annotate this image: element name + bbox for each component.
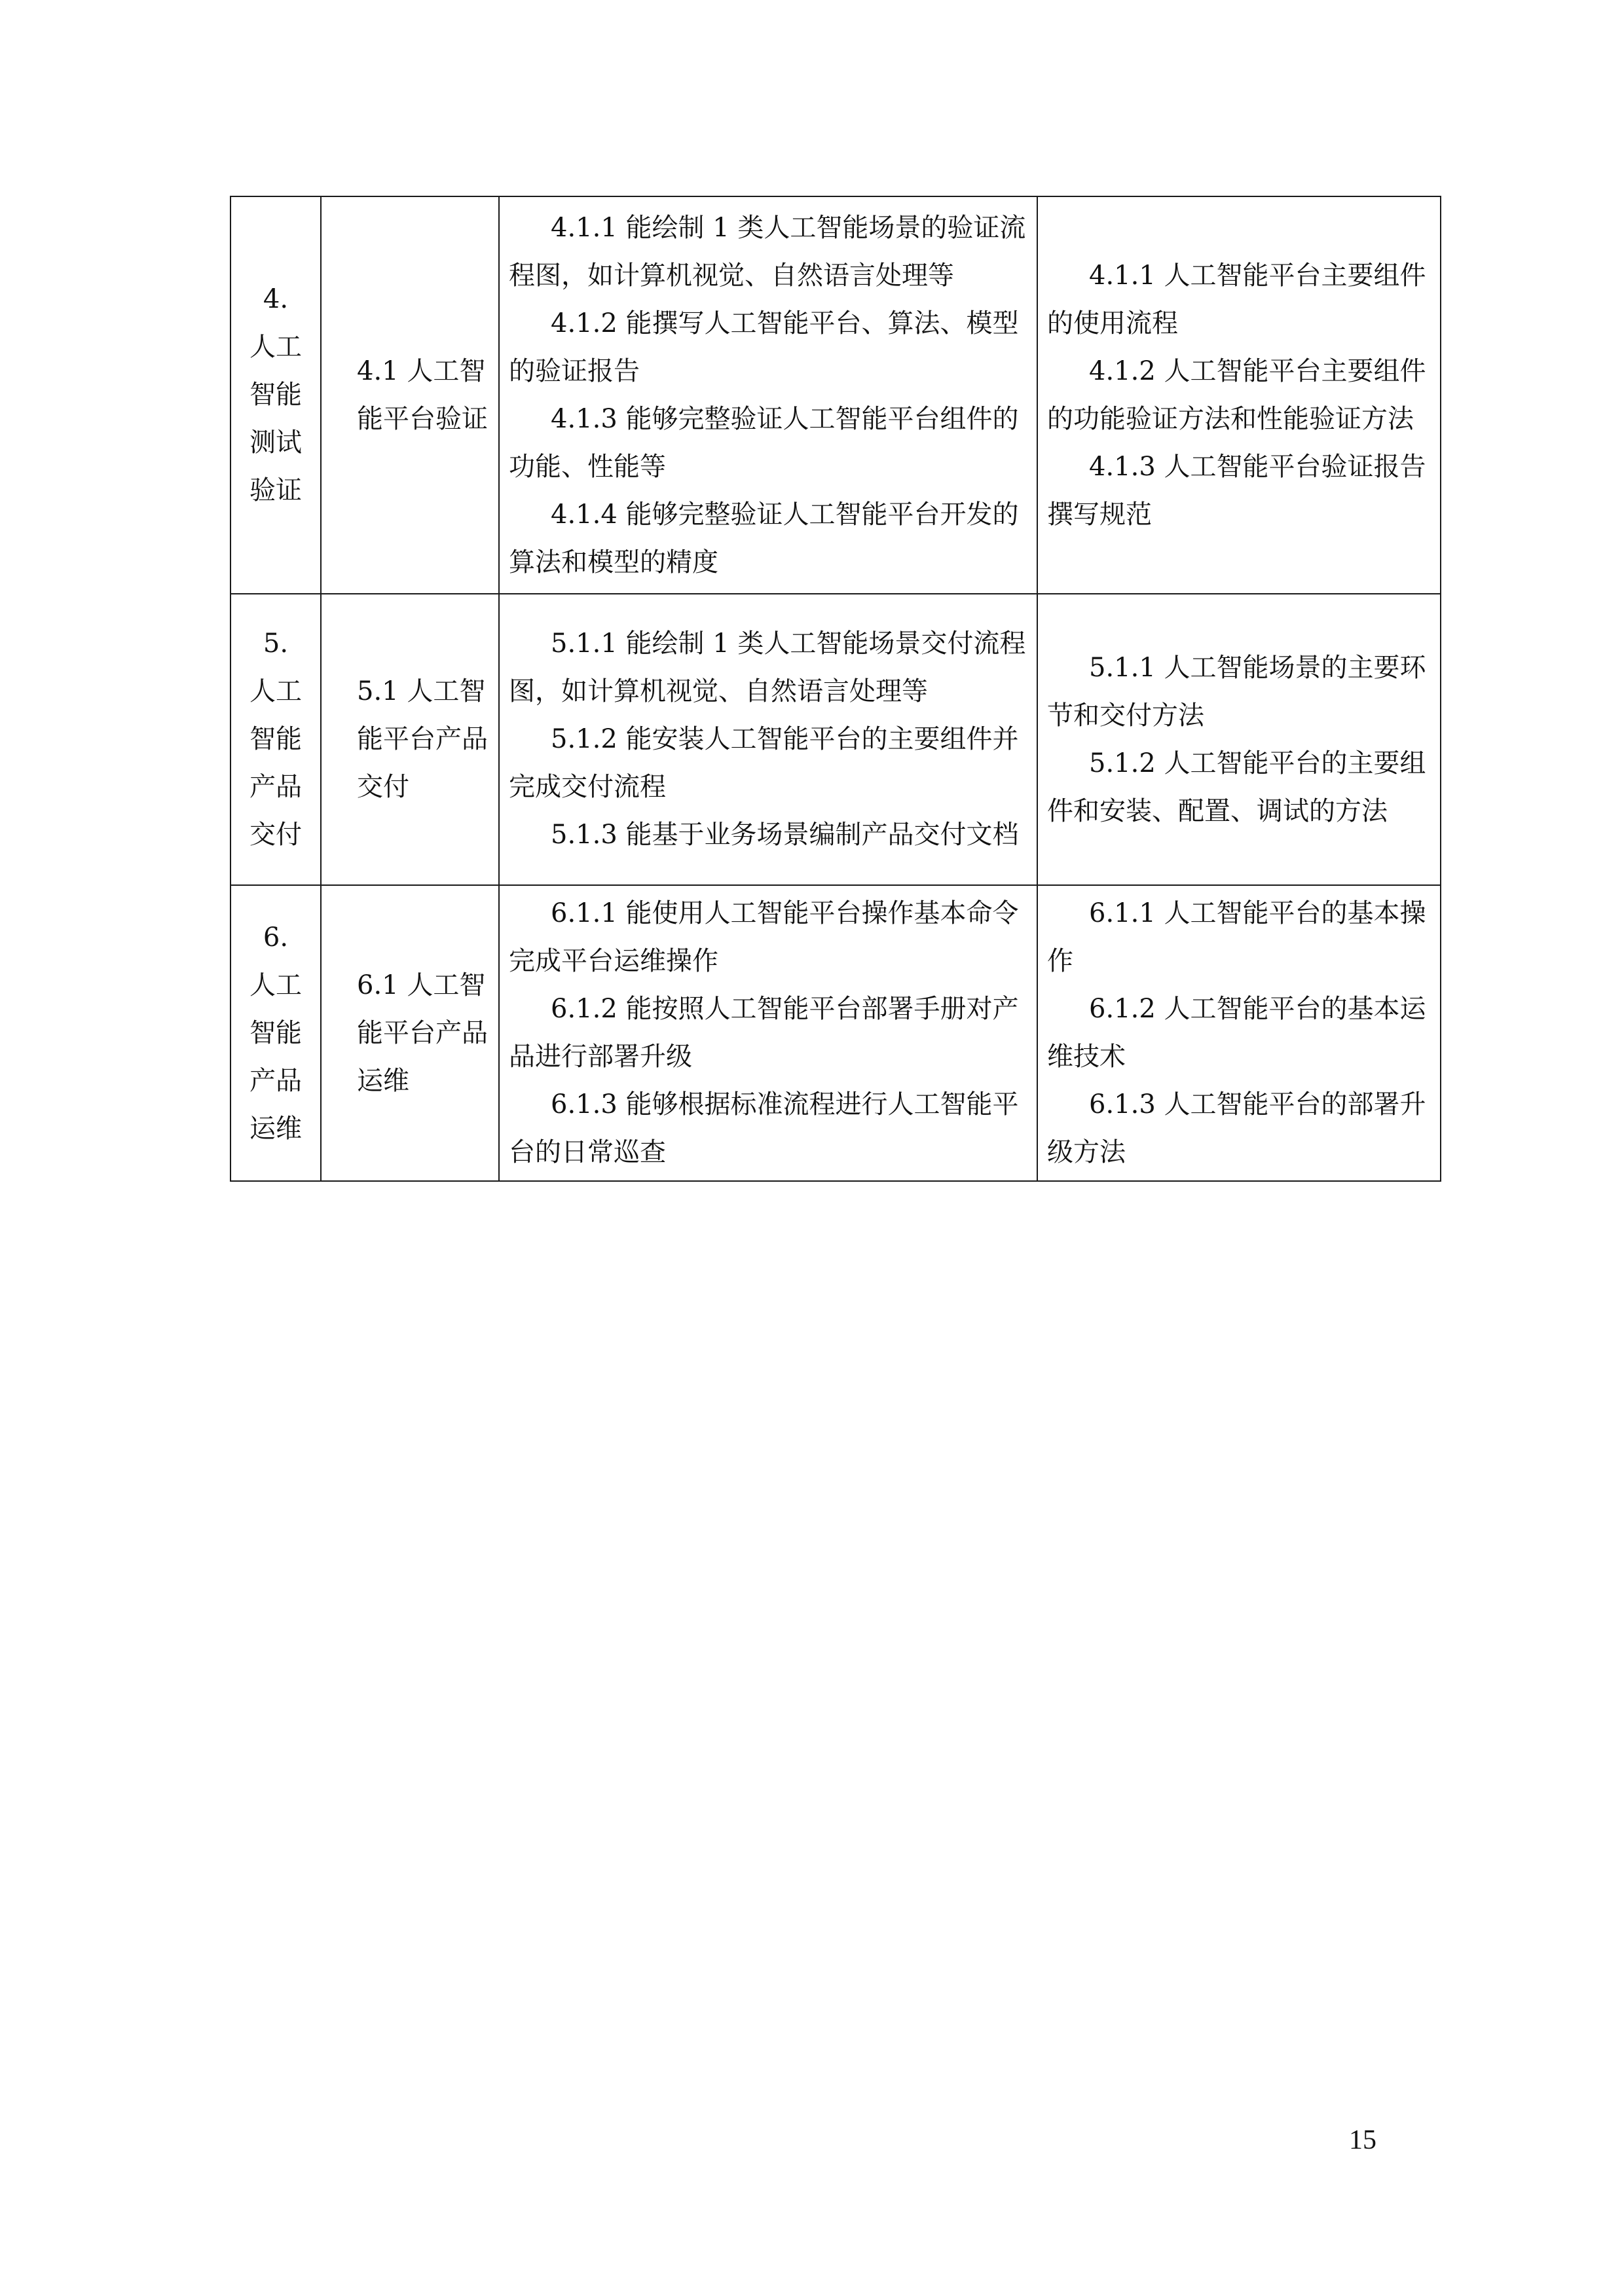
domain-cell (231, 594, 321, 885)
domain-line: 智能 (249, 724, 302, 754)
skill-item: 4.1.1 能绘制 1 类人工智能场景的验证流程图，如计算机视觉、自然语言处理等 (509, 212, 1026, 291)
domain-cell (231, 196, 321, 594)
knowledge-item: 4.1.1 人工智能平台主要组件的使用流程 (1047, 260, 1426, 338)
knowledge-item: 6.1.2 人工智能平台的基本运维技术 (1047, 994, 1426, 1072)
knowledge-item: 6.1.3 人工智能平台的部署升级方法 (1047, 1089, 1426, 1167)
knowledge-item: 4.1.3 人工智能平台验证报告撰写规范 (1047, 451, 1426, 530)
domain-line: 5. (263, 629, 289, 659)
skill-item: 5.1.2 能安装人工智能平台的主要组件并完成交付流程 (509, 724, 1019, 802)
knowledge-requirements-cell (1037, 594, 1441, 885)
skill-item: 6.1.1 能使用人工智能平台操作基本命令完成平台运维操作 (509, 898, 1019, 976)
domain-line: 4. (263, 284, 289, 314)
skill-requirements-cell (499, 594, 1037, 885)
knowledge-requirements-cell (1037, 196, 1441, 594)
domain-line: 运维 (249, 1113, 302, 1144)
competency-table (230, 196, 1441, 1182)
domain-line: 人工 (249, 332, 302, 362)
skill-item: 4.1.3 能够完整验证人工智能平台组件的功能、性能等 (509, 403, 1019, 482)
domain-line: 产品 (249, 1065, 302, 1096)
knowledge-item: 4.1.2 人工智能平台主要组件的功能验证方法和性能验证方法 (1047, 355, 1426, 434)
knowledge-item: 6.1.1 人工智能平台的基本操作 (1047, 898, 1426, 976)
knowledge-item: 5.1.2 人工智能平台的主要组件和安装、配置、调试的方法 (1047, 748, 1426, 826)
domain-line: 验证 (249, 475, 302, 505)
table-row (231, 594, 1441, 885)
work-unit-cell (321, 885, 499, 1181)
knowledge-requirements-cell (1037, 885, 1441, 1181)
knowledge-item: 5.1.1 人工智能场景的主要环节和交付方法 (1047, 652, 1426, 731)
domain-line: 智能 (249, 380, 302, 410)
domain-line: 人工 (249, 676, 302, 706)
domain-line: 产品 (249, 772, 302, 802)
skill-item: 6.1.2 能按照人工智能平台部署手册对产品进行部署升级 (509, 994, 1019, 1072)
skill-item: 5.1.3 能基于业务场景编制产品交付文档 (551, 820, 1019, 850)
domain-cell (231, 885, 321, 1181)
page-number: 15 (1349, 2125, 1376, 2155)
domain-line: 6. (263, 922, 289, 953)
table-row (231, 196, 1441, 594)
work-unit-cell (321, 196, 499, 594)
skill-item: 4.1.2 能撰写人工智能平台、算法、模型的验证报告 (509, 308, 1019, 386)
domain-line: 交付 (249, 820, 302, 850)
domain-line: 人工 (249, 970, 302, 1000)
domain-line: 测试 (249, 428, 302, 458)
work-unit-cell (321, 594, 499, 885)
skill-requirements-cell (499, 196, 1037, 594)
work-unit-text: 5.1 人工智能平台产品交付 (357, 676, 488, 802)
skill-requirements-cell (499, 885, 1037, 1181)
domain-line: 智能 (249, 1017, 302, 1048)
work-unit-text: 4.1 人工智能平台验证 (357, 355, 488, 434)
skill-item: 6.1.3 能够根据标准流程进行人工智能平台的日常巡查 (509, 1089, 1019, 1167)
skill-item: 4.1.4 能够完整验证人工智能平台开发的算法和模型的精度 (509, 499, 1019, 577)
table-row (231, 885, 1441, 1181)
skill-item: 5.1.1 能绘制 1 类人工智能场景交付流程图，如计算机视觉、自然语言处理等 (509, 629, 1026, 706)
work-unit-text: 6.1 人工智能平台产品运维 (357, 970, 488, 1096)
